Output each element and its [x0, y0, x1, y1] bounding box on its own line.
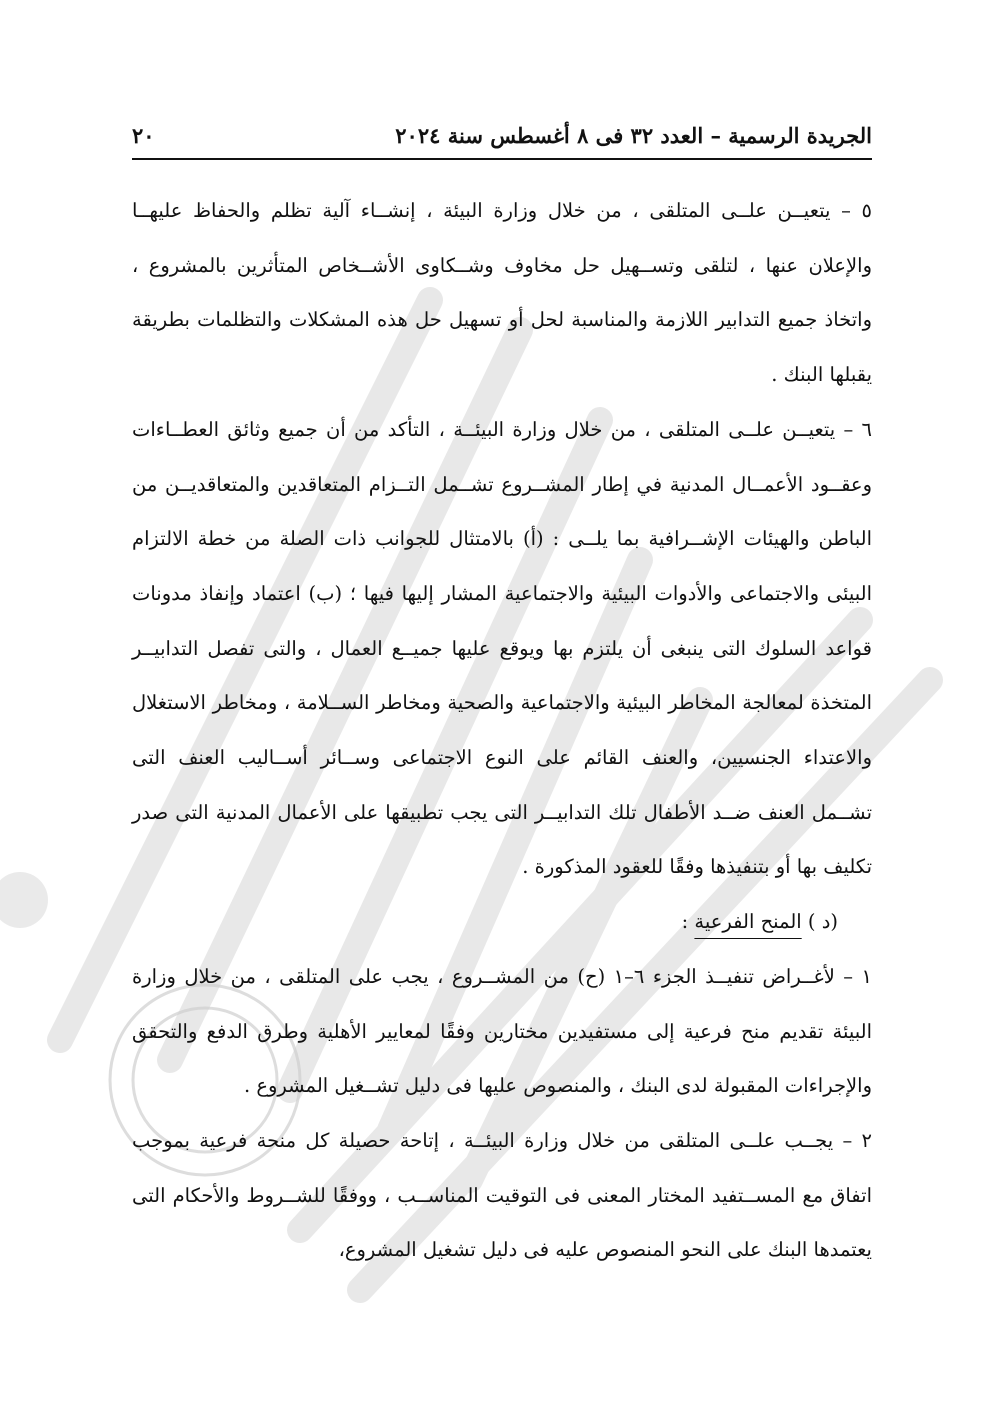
page-header	[132, 112, 872, 160]
paragraph-d1: ١ – لأغــراض تنفيــذ الجزء ٦–١ (ح) من المشــروع ، يجب على المتلقى ، من خلال وزارة البيئة تقديم منح فرعية إلى مستفيدين مختارين وفقًا لمعايير الأهلية وطرق الدفع والتحقق والإجراءات المقبولة لدى البنك ، والمنصوص عليها فى دليل تشــغيل المشروع .	[132, 964, 872, 1098]
section-heading-prefix: (د )	[807, 910, 838, 934]
section-heading-subgrants	[132, 895, 872, 950]
paragraph-d2: ٢ – يجــب علــى المتلقى من خلال وزارة البيئــة ، إتاحة حصيلة كل منحة فرعية بموجب اتفاق مع المســتفيد المختار المعنى فى التوقيت المناســب ، ووفقًا للشــروط والأحكام التى يعتمدها البنك على النحو المنصوص عليه فى دليل تشغيل المشروع،	[132, 1128, 872, 1262]
section-heading-label: المنح الفرعية	[694, 910, 802, 934]
section-heading-suffix: :	[681, 910, 689, 934]
page-number: ٢٠	[132, 122, 155, 148]
paragraph-5: ٥ – يتعيــن علــى المتلقى ، من خلال وزارة البيئة ، إنشــاء آلية تظلم والحفاظ عليهــا والإعلان عنها ، لتلقى وتســهيل حل مخاوف وشــكاوى الأشــخاص المتأثرين بالمشروع ، واتخاذ جميع التدابير اللازمة والمناسبة لحل أو تسهيل حل هذه المشكلات والتظلمات بطريقة يقبلها البنك .	[132, 199, 872, 387]
gazette-title: الجريدة الرسمية – العدد ٣٢ فى ٨ أغسطس سنة ٢٠٢٤	[395, 122, 872, 148]
paragraph-6: ٦ – يتعيــن علــى المتلقى ، من خلال وزارة البيئــة ، التأكد من أن جميع وثائق العطــاءات وعقــود الأعمــال المدنية في إطار المشــروع تشــمل التــزام المتعاقدين والمتعاقديــن من الباطن والهيئات الإشــرافية بما يلــى : (أ) بالامتثال للجوانب ذات الصلة من خطة الالتزام البيئى والاجتماعى والأدوات البيئية والاجتماعية المشار إليها فيها ؛ (ب) اعتماد وإنفاذ مدونات قواعد السلوك التى ينبغى أن يلتزم بها ويوقع عليها جميــع العمال ، والتى تفصل التدابيــر المتخذة لمعالجة المخاطر البيئية والاجتماعية والصحية ومخاطر الســلامة ، ومخاطر الاستغلال والاعتداء الجنسيين، والعنف القائم على النوع الاجتماعى وســائر أســاليب العنف التى تشــمل العنف ضــد الأطفال تلك التدابيــر التى يجب تطبيقها على الأعمال المدنية التى صدر تكليف بها أو بتنفيذها وفقًا للعقود المذكورة .	[132, 417, 872, 879]
document-body	[132, 184, 872, 1278]
